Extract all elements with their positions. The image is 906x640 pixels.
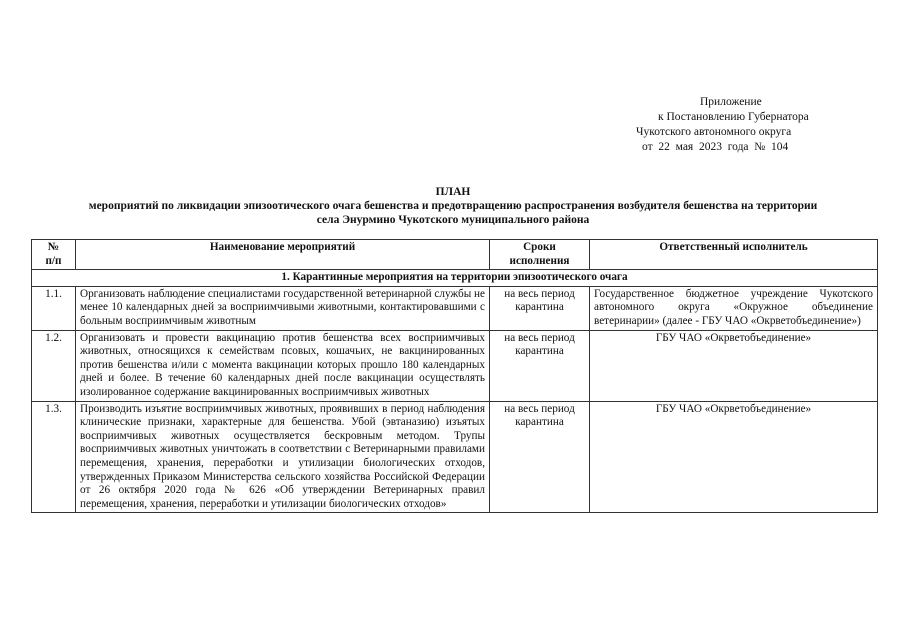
header-term-line-1: Сроки xyxy=(523,241,556,253)
plan-title: ПЛАН xyxy=(435,186,471,198)
row-responsible: Государственное бюджетное учреждение Чукотского автономного округа «Окружное объединение ветеринарии» (далее - ГБУ ЧАО «Окрветобъединение») xyxy=(590,286,878,330)
header-num-line-2: п/п xyxy=(45,254,62,267)
plan-subtitle-2: села Энурмино Чукотского муниципального района xyxy=(316,214,590,226)
table-row xyxy=(32,401,878,513)
header-num-line-1: № xyxy=(47,241,60,253)
appendix-line-2: к Постановлению Губернатора xyxy=(658,111,809,123)
row-name: Организовать и провести вакцинацию против бешенства всех восприимчивых животных, относящихся к семействам псовых, кошачьих, не вакцинированных против бешенства и/или с момента вакцинации которых прошло 180 календарных дней и более. В течение 60 календарных дней после вакцинации осуществлять изолированное содержание вакцинированных восприимчивых животных xyxy=(76,330,490,401)
row-term: на весь период карантина xyxy=(490,286,590,330)
row-num: 1.2. xyxy=(32,330,76,401)
table-header-row xyxy=(32,240,878,270)
row-term: на весь период карантина xyxy=(490,330,590,401)
row-term: на весь период карантина xyxy=(490,401,590,513)
header-num xyxy=(32,240,76,270)
row-num: 1.3. xyxy=(32,401,76,513)
appendix-line-4: от 22 мая 2023 года № 104 xyxy=(642,141,789,153)
table-row xyxy=(32,286,878,330)
row-responsible: ГБУ ЧАО «Окрветобъединение» xyxy=(590,401,878,513)
header-term xyxy=(490,240,590,270)
document-heading xyxy=(30,185,876,227)
table-row xyxy=(32,330,878,401)
row-responsible: ГБУ ЧАО «Окрветобъединение» xyxy=(590,330,878,401)
section-row xyxy=(32,270,878,287)
plan-table xyxy=(31,239,878,513)
appendix-line-1: Приложение xyxy=(700,96,762,108)
plan-subtitle-1: мероприятий по ликвидации эпизоотического очага бешенства и предотвращению распространения возбудителя бешенства на территории xyxy=(88,200,818,212)
header-name: Наименование мероприятий xyxy=(76,240,490,270)
header-term-line-2: исполнения xyxy=(509,254,570,267)
row-name: Производить изъятие восприимчивых животных, проявивших в период наблюдения клинические признаки, характерные для бешенства. Убой (эвтаназию) изъятых восприимчивых животных осуществляется бескровным методом. Трупы восприимчивых животных уничтожать в соответствии с Ветеринарными правилами перемещения, хранения, переработки и утилизации биологических отходов, утвержденных Приказом Министерства сельского хозяйства Российской Федерации от 26 октября 2020 года № 626 «Об утверждении Ветеринарных правил перемещения, хранения, переработки и утилизации биологических отходов» xyxy=(76,401,490,513)
appendix-line-3: Чукотского автономного округа xyxy=(636,126,792,138)
appendix-block xyxy=(632,95,872,155)
header-responsible: Ответственный исполнитель xyxy=(590,240,878,270)
row-num: 1.1. xyxy=(32,286,76,330)
section-title: 1. Карантинные мероприятия на территории эпизоотического очага xyxy=(32,270,878,287)
row-name: Организовать наблюдение специалистами государственной ветеринарной службы не менее 10 календарных дней за восприимчивыми животными, контактировавшими с больным восприимчивым животным xyxy=(76,286,490,330)
